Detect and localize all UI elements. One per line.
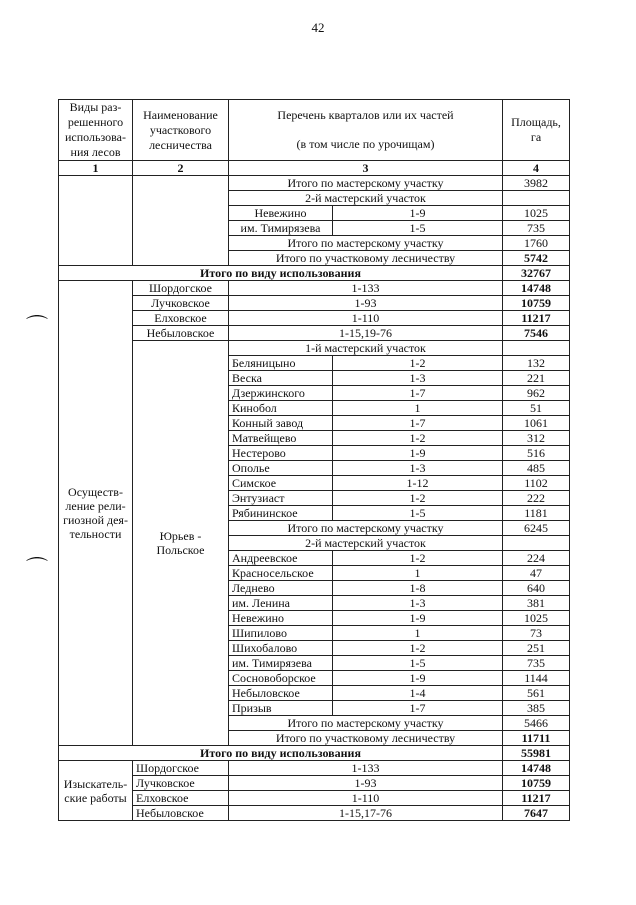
- area-cell: 11711: [503, 731, 570, 746]
- area-cell: 1181: [503, 506, 570, 521]
- area-cell: 7546: [503, 326, 570, 341]
- quarters-cell: 1-9: [333, 671, 503, 686]
- quarters-cell: 1-2: [333, 641, 503, 656]
- lesnichestvo-cell: Елховское: [133, 791, 229, 806]
- area-cell: 11217: [503, 791, 570, 806]
- urochishche-cell: Рябининское: [229, 506, 333, 521]
- urochishche-cell: Красносельское: [229, 566, 333, 581]
- area-cell: 11217: [503, 311, 570, 326]
- area-cell: [503, 536, 570, 551]
- quarters-cell: 1-4: [333, 686, 503, 701]
- total-label: Итого по виду использования: [59, 746, 503, 761]
- area-cell: 132: [503, 356, 570, 371]
- quarters-cell: 1-3: [333, 371, 503, 386]
- quarters-cell: 1-7: [333, 701, 503, 716]
- area-cell: 14748: [503, 281, 570, 296]
- quarters-cell: 1-110: [229, 311, 503, 326]
- area-cell: 1144: [503, 671, 570, 686]
- table-row: [59, 791, 570, 806]
- lesnichestvo-cell: Небыловское: [133, 806, 229, 821]
- quarters-cell: 1-93: [229, 296, 503, 311]
- lesnichestvo-cell: Лучковское: [133, 296, 229, 311]
- urochishche-cell: Невежино: [229, 206, 333, 221]
- area-cell: 485: [503, 461, 570, 476]
- urochishche-cell: им. Ленина: [229, 596, 333, 611]
- col-number: 2: [133, 161, 229, 176]
- section-row: [59, 341, 570, 356]
- section-label: 2-й мастерский участок: [229, 536, 503, 551]
- urochishche-cell: им. Тимирязева: [229, 221, 333, 236]
- urochishche-cell: Леднево: [229, 581, 333, 596]
- table-row: [59, 296, 570, 311]
- punch-hole-mark: ⌒: [26, 314, 49, 339]
- header-quarters-title: Перечень кварталов или их частей: [277, 108, 454, 122]
- total-label: Итого по виду использования: [59, 266, 503, 281]
- area-cell: 224: [503, 551, 570, 566]
- forest-use-table: [58, 99, 570, 821]
- area-cell: 640: [503, 581, 570, 596]
- col-number: 3: [229, 161, 503, 176]
- quarters-cell: 1-5: [333, 221, 503, 236]
- urochishche-cell: им. Тимирязева: [229, 656, 333, 671]
- header-use-type: Виды раз-решенного использова-ния лесов: [59, 100, 133, 161]
- area-cell: 14748: [503, 761, 570, 776]
- area-cell: 1760: [503, 236, 570, 251]
- lesnichestvo-cell: Шордогское: [133, 761, 229, 776]
- quarters-cell: 1-2: [333, 551, 503, 566]
- area-cell: 1025: [503, 611, 570, 626]
- header-quarters-note: (в том числе по урочищам): [296, 137, 435, 151]
- area-cell: 51: [503, 401, 570, 416]
- total-row: [59, 746, 570, 761]
- lesnichestvo-cell: [133, 176, 229, 266]
- quarters-cell: 1-133: [229, 761, 503, 776]
- lesnichestvo-cell: Небыловское: [133, 326, 229, 341]
- section-label: 2-й мастерский участок: [229, 191, 503, 206]
- urochishche-cell: Веска: [229, 371, 333, 386]
- urochishche-cell: Шипилово: [229, 626, 333, 641]
- table-row: [59, 326, 570, 341]
- urochishche-cell: Нестерово: [229, 446, 333, 461]
- area-cell: 5742: [503, 251, 570, 266]
- urochishche-cell: Шихобалово: [229, 641, 333, 656]
- area-cell: 385: [503, 701, 570, 716]
- area-cell: 3982: [503, 176, 570, 191]
- column-number-row: [59, 161, 570, 176]
- urochishche-cell: Призыв: [229, 701, 333, 716]
- use-type-cell: Изыскатель-ские работы: [59, 761, 133, 821]
- use-type-cell: [59, 176, 133, 266]
- area-cell: 962: [503, 386, 570, 401]
- urochishche-cell: Дзержинского: [229, 386, 333, 401]
- subtotal-label: Итого по участковому лесничеству: [229, 251, 503, 266]
- urochishche-cell: Ополье: [229, 461, 333, 476]
- table-row: [59, 776, 570, 791]
- quarters-cell: 1-93: [229, 776, 503, 791]
- urochishche-cell: Невежино: [229, 611, 333, 626]
- area-cell: [503, 341, 570, 356]
- table-row: [59, 761, 570, 776]
- quarters-cell: 1-15,17-76: [229, 806, 503, 821]
- urochishche-cell: Небыловское: [229, 686, 333, 701]
- quarters-cell: 1: [333, 401, 503, 416]
- area-cell: 381: [503, 596, 570, 611]
- urochishche-cell: Энтузиаст: [229, 491, 333, 506]
- area-cell: 32767: [503, 266, 570, 281]
- header-quarters: [229, 100, 503, 161]
- quarters-cell: 1-7: [333, 416, 503, 431]
- area-cell: [503, 191, 570, 206]
- header-area: Площадь, га: [503, 100, 570, 161]
- lesnichestvo-cell: Лучковское: [133, 776, 229, 791]
- header-lesnichestvo: Наименование участкового лесничества: [133, 100, 229, 161]
- quarters-cell: 1-8: [333, 581, 503, 596]
- subtotal-label: Итого по мастерскому участку: [229, 521, 503, 536]
- quarters-cell: 1: [333, 626, 503, 641]
- area-cell: 1061: [503, 416, 570, 431]
- area-cell: 561: [503, 686, 570, 701]
- area-cell: 10759: [503, 296, 570, 311]
- quarters-cell: 1-15,19-76: [229, 326, 503, 341]
- quarters-cell: 1: [333, 566, 503, 581]
- quarters-cell: 1-133: [229, 281, 503, 296]
- subtotal-label: Итого по участковому лесничеству: [229, 731, 503, 746]
- area-cell: 221: [503, 371, 570, 386]
- quarters-cell: 1-9: [333, 446, 503, 461]
- lesnichestvo-cell: Юрьев - Польское: [133, 341, 229, 746]
- lesnichestvo-cell: Шордогское: [133, 281, 229, 296]
- table-row: [59, 806, 570, 821]
- quarters-cell: 1-9: [333, 611, 503, 626]
- urochishche-cell: Кинобол: [229, 401, 333, 416]
- area-cell: 10759: [503, 776, 570, 791]
- urochishche-cell: Андреевское: [229, 551, 333, 566]
- use-type-cell: Осуществ-ление рели-гиозной дея-тельности: [59, 281, 133, 746]
- area-cell: 1102: [503, 476, 570, 491]
- quarters-cell: 1-9: [333, 206, 503, 221]
- urochishche-cell: Симское: [229, 476, 333, 491]
- area-cell: 6245: [503, 521, 570, 536]
- lesnichestvo-cell: Елховское: [133, 311, 229, 326]
- area-cell: 312: [503, 431, 570, 446]
- area-cell: 73: [503, 626, 570, 641]
- quarters-cell: 1-3: [333, 596, 503, 611]
- subtotal-label: Итого по мастерскому участку: [229, 176, 503, 191]
- urochishche-cell: Сосновоборское: [229, 671, 333, 686]
- total-row: [59, 266, 570, 281]
- punch-hole-mark: ⌒: [26, 556, 49, 581]
- quarters-cell: 1-7: [333, 386, 503, 401]
- col-number: 4: [503, 161, 570, 176]
- area-cell: 735: [503, 656, 570, 671]
- subtotal-label: Итого по мастерскому участку: [229, 236, 503, 251]
- area-cell: 5466: [503, 716, 570, 731]
- area-cell: 47: [503, 566, 570, 581]
- subtotal-label: Итого по мастерскому участку: [229, 716, 503, 731]
- area-cell: 735: [503, 221, 570, 236]
- area-cell: 55981: [503, 746, 570, 761]
- area-cell: 1025: [503, 206, 570, 221]
- quarters-cell: 1-2: [333, 491, 503, 506]
- quarters-cell: 1-12: [333, 476, 503, 491]
- table-row: [59, 311, 570, 326]
- table-row: [59, 281, 570, 296]
- area-cell: 251: [503, 641, 570, 656]
- col-number: 1: [59, 161, 133, 176]
- section-label: 1-й мастерский участок: [229, 341, 503, 356]
- page-number: 42: [311, 20, 325, 35]
- quarters-cell: 1-2: [333, 356, 503, 371]
- urochishche-cell: Матвейщево: [229, 431, 333, 446]
- urochishche-cell: Беляницыно: [229, 356, 333, 371]
- area-cell: 516: [503, 446, 570, 461]
- quarters-cell: 1-5: [333, 506, 503, 521]
- quarters-cell: 1-5: [333, 656, 503, 671]
- area-cell: 7647: [503, 806, 570, 821]
- subtotal-row: [59, 176, 570, 191]
- quarters-cell: 1-3: [333, 461, 503, 476]
- quarters-cell: 1-2: [333, 431, 503, 446]
- area-cell: 222: [503, 491, 570, 506]
- urochishche-cell: Конный завод: [229, 416, 333, 431]
- quarters-cell: 1-110: [229, 791, 503, 806]
- table-header-row: [59, 100, 570, 161]
